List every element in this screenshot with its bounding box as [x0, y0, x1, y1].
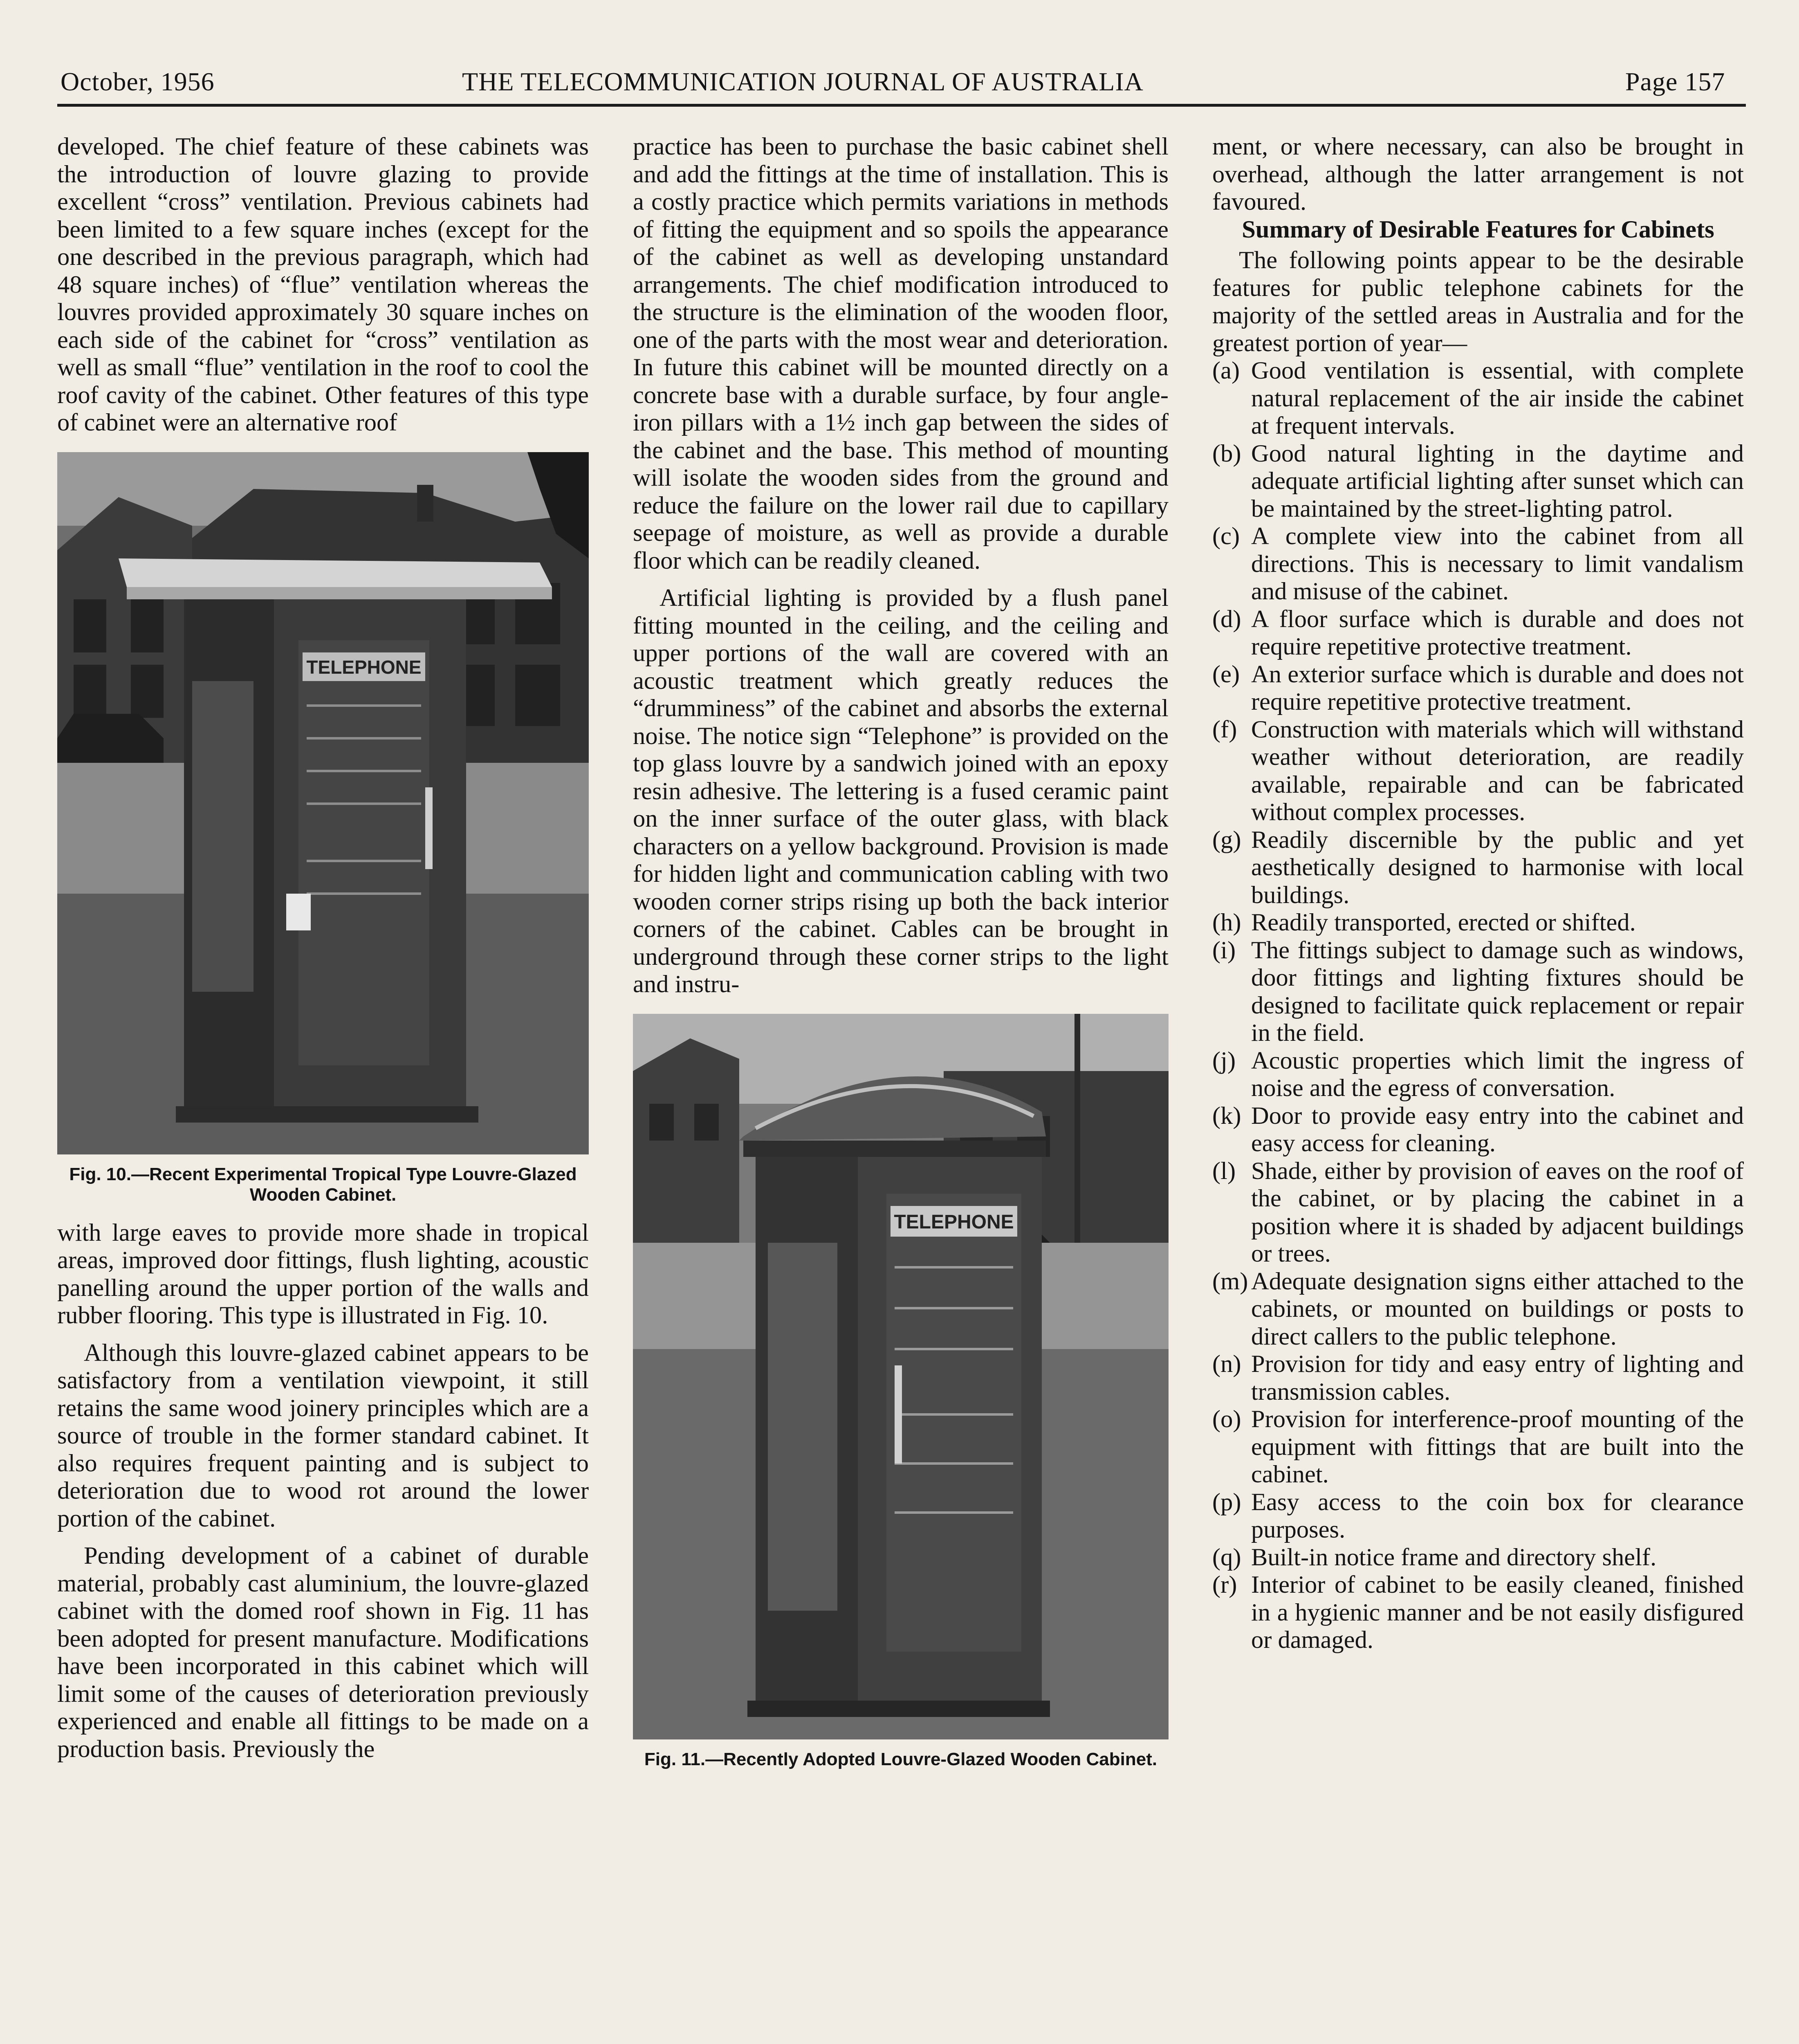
list-item-label: (d): [1212, 605, 1241, 633]
list-item: [1212, 1268, 1744, 1351]
column-3: [1212, 133, 1744, 1654]
list-item-label: (q): [1212, 1543, 1241, 1571]
fig11-cabinet-illustration: [633, 1014, 1169, 1739]
list-item-text: Built-in notice frame and directory shelf.: [1251, 1543, 1657, 1571]
header-date: October, 1956: [61, 67, 215, 96]
col3-paragraph-1: ment, or where necessary, can also be brought in overhead, although the latter arrangement is not favoured.: [1212, 133, 1744, 215]
fig11-photograph: [633, 1014, 1169, 1739]
header-rule: [57, 104, 1746, 107]
col2-paragraph-2: Artificial lighting is provided by a flush panel fitting mounted in the ceiling, and the ceiling and upper portions of the wall are covered with an acoustic treatment which greatly reduces the “drumminess” of the cabinet and absorbs the external noise. The notice sign “Telephone” is provided on the top glass louvre by a sandwich joined with an epoxy resin adhesive. The lettering is a fused ceramic paint on the inner surface of the outer glass, with black characters on a yellow background. Provision is made for hidden light and communication cabling with two wooden corner strips rising up both the back interior corners of the cabinet. Cables can be brought in underground through these corner strips to the light and instru-: [633, 584, 1169, 998]
list-item-text: An exterior surface which is durable and does not require repetitive protective treatment.: [1251, 660, 1744, 715]
list-item-label: (c): [1212, 522, 1240, 550]
list-item: [1212, 440, 1744, 523]
list-item: [1212, 357, 1744, 440]
list-item-label: (r): [1212, 1571, 1237, 1598]
column-1: [57, 133, 589, 1763]
summary-heading: Summary of Desirable Features for Cabinets: [1242, 215, 1714, 243]
list-item-text: A floor surface which is durable and does not require repetitive protective treatment.: [1251, 605, 1744, 660]
list-item-text: Easy access to the coin box for clearance purposes.: [1251, 1488, 1744, 1543]
list-item: [1212, 1047, 1744, 1102]
fig11-caption: Fig. 11.—Recently Adopted Louvre-Glazed Wooden Cabinet.: [644, 1749, 1157, 1769]
list-item-label: (b): [1212, 439, 1241, 467]
list-item: [1212, 716, 1744, 826]
list-item: [1212, 1544, 1744, 1571]
list-item-label: (e): [1212, 660, 1240, 688]
list-item-label: (f): [1212, 715, 1237, 743]
col1-paragraph-1: developed. The chief feature of these cabinets was the introduction of louvre glazing to provide excellent “cross” ventilation. Previous cabinets had been limited to a few square inches (except for the one described in the previous paragraph, which had 48 square inches) of “flue” ventilation whereas the louvres provided approximately 30 square inches on each side of the cabinet for “cross” ventilation as well as small “flue” ventilation in the roof to cool the roof cavity of the cabinet. Other features of this type of cabinet were an alternative roof: [57, 133, 589, 436]
list-item: [1212, 909, 1744, 937]
list-item-label: (k): [1212, 1102, 1241, 1130]
fig10-caption: Fig. 10.—Recent Experimental Tropical Type Louvre-Glazed Wooden Cabinet.: [69, 1164, 577, 1205]
list-item-text: Door to provide easy entry into the cabinet and easy access for cleaning.: [1251, 1102, 1744, 1157]
list-item: [1212, 826, 1744, 909]
list-item-label: (n): [1212, 1350, 1241, 1378]
list-item-text: Shade, either by provision of eaves on the roof of the cabinet, or by placing the cabinet in a position where it is shaded by adjacent buildings or trees.: [1251, 1157, 1744, 1267]
list-item-text: Good natural lighting in the daytime and adequate artificial lighting after sunset which can be maintained by the street-lighting patrol.: [1251, 439, 1744, 522]
list-item-text: Interior of cabinet to be easily cleaned, finished in a hygienic manner and be not easily disfigured or damaged.: [1251, 1571, 1744, 1654]
list-item-text: Construction with materials which will withstand weather without deterioration, are readily available, repairable and can be fabricated without complex processes.: [1251, 715, 1744, 826]
list-item-text: The fittings subject to damage such as windows, door fittings and lighting fixtures should be designed to facilitate quick replacement or repair in the field.: [1251, 936, 1744, 1047]
list-item: [1212, 1405, 1744, 1488]
list-item-text: Readily discernible by the public and yet aesthetically designed to harmonise with local buildings.: [1251, 826, 1744, 909]
list-item-text: Readily transported, erected or shifted.: [1251, 909, 1636, 936]
list-item-label: (a): [1212, 357, 1240, 384]
list-item-text: Adequate designation signs either attached to the cabinets, or mounted on buildings or posts to direct callers to the public telephone.: [1251, 1267, 1744, 1350]
header-page-number: Page 157: [1625, 67, 1725, 96]
features-list: [1212, 357, 1744, 1654]
column-2: [633, 133, 1169, 1784]
list-item-text: Acoustic properties which limit the ingress of noise and the egress of conversation.: [1251, 1047, 1744, 1102]
list-item-label: (h): [1212, 909, 1241, 936]
list-item: [1212, 605, 1744, 661]
list-item-text: Provision for tidy and easy entry of lighting and transmission cables.: [1251, 1350, 1744, 1405]
list-item: [1212, 1157, 1744, 1268]
list-item: [1212, 522, 1744, 605]
header-journal-title: THE TELECOMMUNICATION JOURNAL OF AUSTRALIA: [462, 67, 1144, 96]
list-item: [1212, 1488, 1744, 1544]
list-item-text: Good ventilation is essential, with complete natural replacement of the air inside the cabinet at frequent intervals.: [1251, 357, 1744, 439]
list-item-label: (o): [1212, 1405, 1241, 1433]
list-item-label: (l): [1212, 1157, 1236, 1185]
list-item-label: (m): [1212, 1267, 1248, 1295]
list-item-label: (j): [1212, 1047, 1236, 1074]
fig11-sign-text: TELEPHONE: [894, 1211, 1014, 1233]
col2-paragraph-1: practice has been to purchase the basic cabinet shell and add the fittings at the time of installation. This is a costly practice which permits variations in methods of fitting the equipment and so spoils the appearance of the cabinet as well as developing unstandard arrangements. The chief modification introduced to the structure is the elimination of the wooden floor, one of the parts with the most wear and deterioration. In future this cabinet will be mounted directly on a concrete base with a durable surface, by four angle-iron pillars with a 1½ inch gap between the sides of the cabinet and the base. This method of mounting will isolate the wooden sides from the ground and reduce the failure on the lower rail due to capillary seepage of moisture, as well as provide a durable floor which can be readily cleaned.: [633, 133, 1169, 574]
col1-paragraph-2: with large eaves to provide more shade in tropical areas, improved door fittings, flush lighting, acoustic panelling around the upper portion of the walls and rubber flooring. This type is illustrated in Fig. 10.: [57, 1219, 589, 1329]
fig10-cabinet-illustration: [57, 452, 589, 1154]
list-item-text: Provision for interference-proof mounting of the equipment with fittings that are built into the cabinet.: [1251, 1405, 1744, 1488]
list-item: [1212, 1102, 1744, 1157]
fig10-photograph: [57, 452, 589, 1154]
list-item-label: (i): [1212, 936, 1236, 964]
list-item-text: A complete view into the cabinet from all directions. This is necessary to limit vandalism and misuse of the cabinet.: [1251, 522, 1744, 605]
list-item: [1212, 937, 1744, 1047]
fig10-sign-text: TELEPHONE: [306, 656, 422, 678]
list-item-label: (g): [1212, 826, 1241, 854]
col1-paragraph-3: Although this louvre-glazed cabinet appears to be satisfactory from a ventilation viewpoint, it still retains the same wood joinery principles which are a source of trouble in the former standard cabinet. It also requires frequent painting and is subject to deterioration due to wood rot around the lower portion of the cabinet.: [57, 1339, 589, 1532]
list-item: [1212, 1571, 1744, 1654]
col3-paragraph-2: The following points appear to be the desirable features for public telephone cabinets for the majority of the settled areas in Australia and for the greatest portion of year—: [1212, 247, 1744, 357]
list-item: [1212, 1350, 1744, 1405]
list-item: [1212, 661, 1744, 716]
list-item-label: (p): [1212, 1488, 1241, 1516]
col1-paragraph-4: Pending development of a cabinet of durable material, probably cast aluminium, the louvre-glazed cabinet with the domed roof shown in Fig. 11 has been adopted for present manufacture. Modifications have been incorporated in this cabinet which will limit some of the causes of deterioration previously experienced and enable all fittings to be made on a production basis. Previously the: [57, 1542, 589, 1763]
